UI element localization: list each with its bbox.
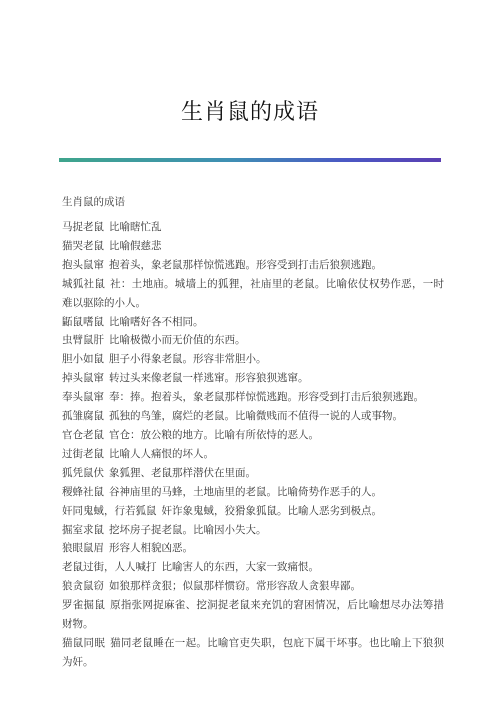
idiom-term: 马捉老鼠: [62, 221, 104, 233]
idiom-term: 过街老鼠: [62, 447, 104, 460]
idiom-term: 稷蜂社鼠: [62, 485, 104, 498]
idiom-entry: [62, 331, 444, 350]
idiom-term: 胆小如鼠: [62, 353, 104, 366]
idiom-meaning: 比喻瞎忙乱: [109, 221, 162, 233]
idiom-term: 狼眼鼠眉: [62, 542, 104, 555]
idiom-meaning: 抱着头，象老鼠那样惊慌逃跑。形容受到打击后狼狈逃跑。: [109, 258, 382, 271]
idiom-entry: [62, 483, 444, 502]
idiom-term: 掉头鼠窜: [62, 372, 104, 385]
idiom-entry: [62, 445, 444, 464]
idiom-term: 狐凭鼠伏: [62, 466, 104, 479]
idiom-meaning: 如狼那样贪狠；似鼠那样惯窃。常形容敌人贪狠卑鄙。: [109, 580, 361, 593]
idiom-term: 狼贪鼠窃: [62, 580, 104, 593]
idiom-entry: [62, 237, 444, 256]
idiom-entry: [62, 388, 444, 407]
idiom-meaning: 挖坏房子捉老鼠。比喻因小失大。: [109, 523, 267, 536]
idiom-term: 猫鼠同眠: [62, 636, 106, 649]
idiom-entry: [62, 369, 444, 388]
idiom-term: 抱头鼠窜: [62, 258, 104, 271]
idiom-meaning: 胆子小得象老鼠。形容非常胆小。: [109, 353, 267, 366]
idiom-meaning: 孤独的鸟雏，腐烂的老鼠。比喻微贱而不值得一说的人或事物。: [109, 410, 403, 423]
idiom-meaning: 奸诈象鬼蜮，狡猾象狐鼠。比喻人恶劣到极点。: [161, 504, 382, 517]
idiom-entry: [62, 502, 444, 521]
idiom-entry: [62, 313, 444, 332]
idiom-meaning: 原指张网捉麻雀、挖洞捉老鼠来充饥的窘困情况，后比喻想尽办法筹措财物。: [62, 599, 445, 631]
idiom-meaning: 官仓：放公粮的地方。比喻有所依恃的恶人。: [109, 428, 319, 441]
idiom-meaning: 比喻假慈悲: [109, 239, 162, 252]
idiom-term: 老鼠过街，人人喊打: [62, 561, 157, 574]
idiom-entry: [62, 596, 444, 634]
idiom-list: [62, 218, 444, 672]
idiom-entry: [62, 634, 444, 672]
idiom-term: 猫哭老鼠: [62, 239, 104, 252]
title-divider: [59, 158, 441, 162]
idiom-meaning: 象狐狸、老鼠那样潜伏在里面。: [109, 466, 256, 479]
idiom-term: 奸同鬼蜮，行若狐鼠: [62, 504, 157, 517]
idiom-entry: [62, 539, 444, 558]
idiom-meaning: 比喻人人痛恨的坏人。: [109, 447, 214, 460]
idiom-entry: [62, 426, 444, 445]
idiom-meaning: 社：土地庙。城墙上的狐狸，社庙里的老鼠。比喻依仗权势作恶，一时难以驱除的小人。: [62, 277, 445, 309]
idiom-term: 官仓老鼠: [62, 428, 104, 441]
idiom-term: 孤雏腐鼠: [62, 410, 104, 423]
page-title: 生肖鼠的成语: [180, 100, 319, 125]
idiom-meaning: 猫同老鼠睡在一起。比喻官吏失职，包庇下属干坏事。也比喻上下狼狈为奸。: [62, 636, 445, 668]
idiom-entry: [62, 256, 444, 275]
idiom-entry: [62, 218, 444, 237]
idiom-entry: [62, 464, 444, 483]
idiom-term: 奉头鼠窜: [62, 391, 104, 404]
idiom-term: 掘室求鼠: [62, 523, 104, 536]
idiom-term: 罗雀掘鼠: [62, 599, 106, 612]
idiom-entry: [62, 577, 444, 596]
idiom-meaning: 比喻害人的东西，大家一致痛恨。: [161, 561, 319, 574]
idiom-term: 城狐社鼠: [62, 277, 106, 290]
document-body: [62, 195, 444, 672]
section-heading: 生肖鼠的成语: [62, 196, 125, 208]
idiom-entry: [62, 407, 444, 426]
idiom-meaning: 谷神庙里的马蜂，土地庙里的老鼠。比喻倚势作恶手的人。: [109, 485, 382, 498]
idiom-meaning: 形容人相貌凶恶。: [109, 542, 193, 555]
idiom-entry: [62, 350, 444, 369]
idiom-entry: [62, 558, 444, 577]
idiom-entry: [62, 521, 444, 540]
idiom-meaning: 奉：捧。抱着头，象老鼠那样惊慌逃跑。形容受到打击后狼狈逃跑。: [109, 391, 424, 404]
idiom-term: 鼫鼠嗜鼠: [62, 315, 104, 328]
idiom-meaning: 转过头来像老鼠一样逃窜。形容狼狈逃窜。: [109, 372, 309, 385]
idiom-meaning: 比喻极微小而无价值的东西。: [109, 334, 246, 347]
idiom-meaning: 比喻嗜好各不相同。: [109, 315, 204, 328]
idiom-term: 虫臂鼠肝: [62, 334, 104, 347]
idiom-entry: [62, 275, 444, 313]
